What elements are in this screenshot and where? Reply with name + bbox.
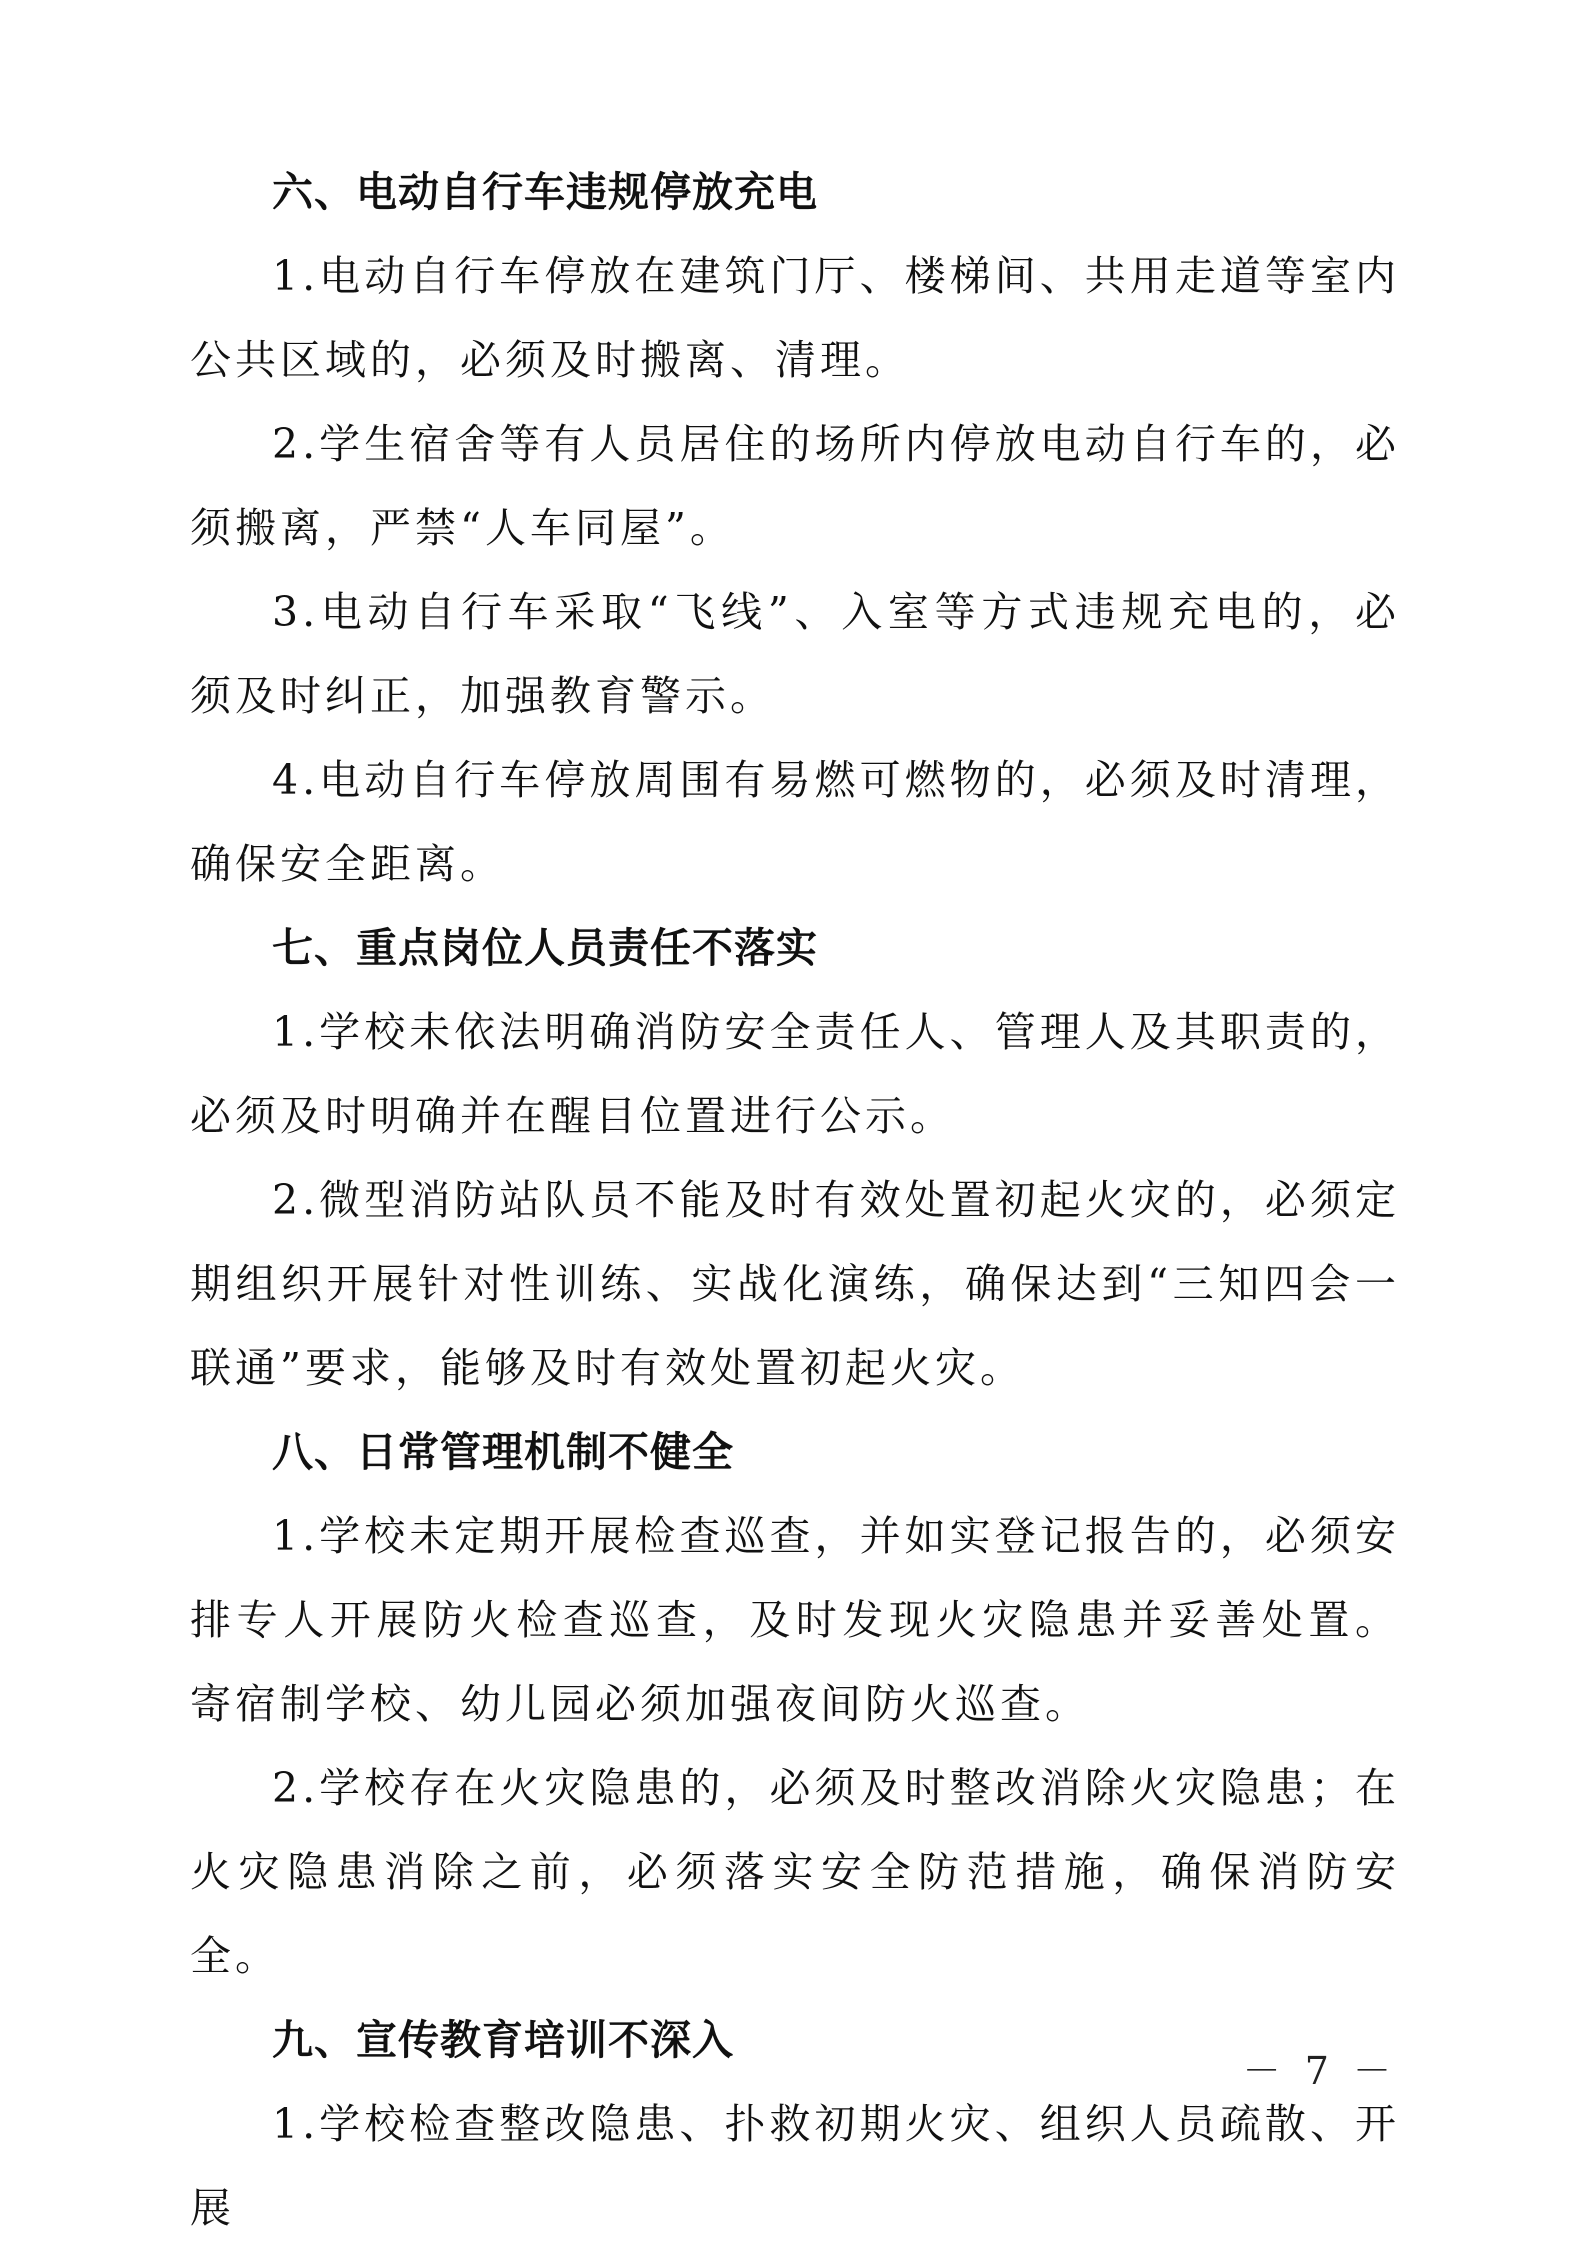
section-6-paragraph-2: 2.学生宿舍等有人员居住的场所内停放电动自行车的，必须搬离，严禁“人车同屋”。 bbox=[190, 420, 1400, 552]
section-8-paragraph-2: 2.学校存在火灾隐患的，必须及时整改消除火灾隐患；在火灾隐患消除之前，必须落实安全防范措施，确保消防安全。 bbox=[190, 1764, 1400, 1980]
section-7-paragraph-2: 2.微型消防站队员不能及时有效处置初起火灾的，必须定期组织开展针对性训练、实战化演练，确保达到“三知四会一联通”要求，能够及时有效处置初起火灾。 bbox=[190, 1176, 1400, 1392]
section-heading-8: 八、日常管理机制不健全 bbox=[272, 1428, 734, 1476]
section-6-paragraph-4: 4.电动自行车停放周围有易燃可燃物的，必须及时清理，确保安全距离。 bbox=[190, 756, 1400, 888]
page-number: － 7 － bbox=[1242, 2049, 1397, 2093]
section-heading-7: 七、重点岗位人员责任不落实 bbox=[272, 924, 818, 972]
section-heading-9: 九、宣传教育培训不深入 bbox=[272, 2016, 734, 2064]
section-heading-6: 六、电动自行车违规停放充电 bbox=[272, 168, 818, 216]
section-8-paragraph-1: 1.学校未定期开展检查巡查，并如实登记报告的，必须安排专人开展防火检查巡查，及时发现火灾隐患并妥善处置。寄宿制学校、幼儿园必须加强夜间防火巡查。 bbox=[190, 1512, 1400, 1728]
section-7-paragraph-1: 1.学校未依法明确消防安全责任人、管理人及其职责的，必须及时明确并在醒目位置进行公示。 bbox=[190, 1008, 1400, 1140]
section-9-paragraph-1: 1.学校检查整改隐患、扑救初期火灾、组织人员疏散、开展 bbox=[190, 2100, 1400, 2232]
section-6-paragraph-1: 1.电动自行车停放在建筑门厅、楼梯间、共用走道等室内公共区域的，必须及时搬离、清理。 bbox=[190, 252, 1400, 384]
section-6-paragraph-3: 3.电动自行车采取“飞线”、入室等方式违规充电的，必须及时纠正，加强教育警示。 bbox=[190, 588, 1400, 720]
document-page bbox=[190, 150, 1400, 2250]
